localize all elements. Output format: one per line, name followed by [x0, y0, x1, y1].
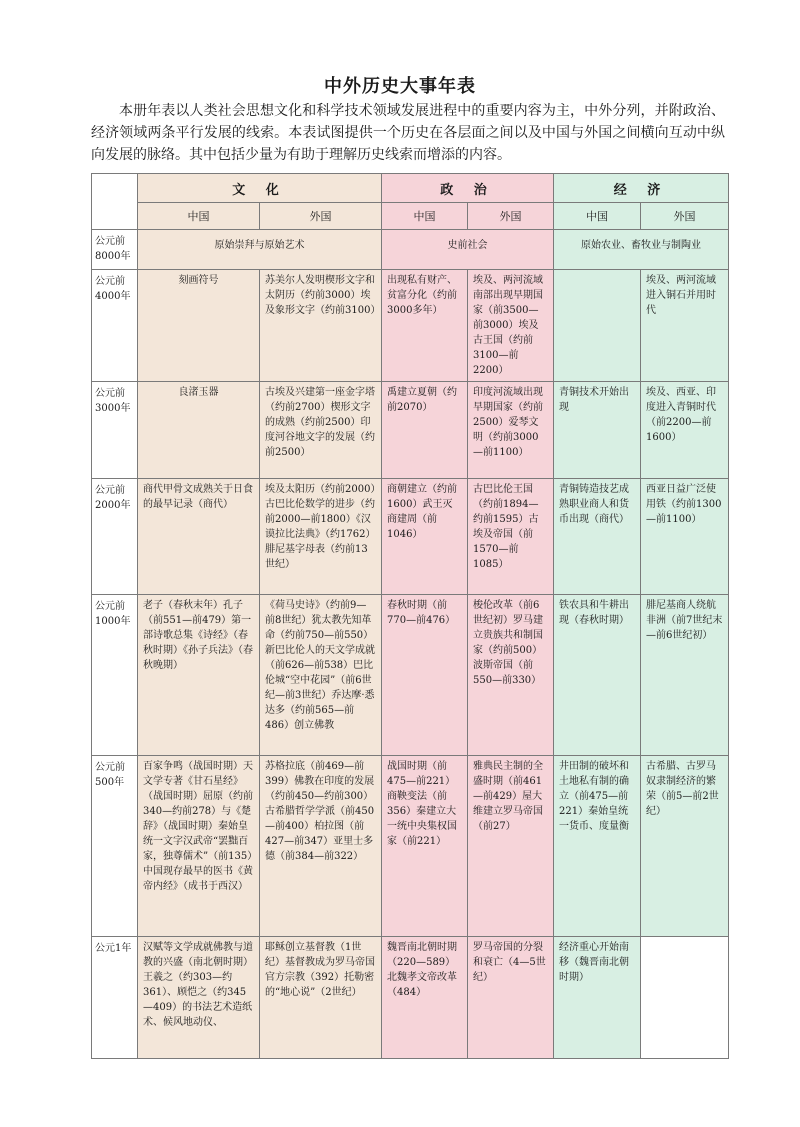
- period-label: 公元前1000年: [92, 595, 138, 756]
- economy-china-cell: 经济重心开始南移（魏晋南北朝时期）: [554, 937, 641, 1059]
- table-row: [92, 230, 729, 270]
- culture-foreign-cell: 《荷马史诗》（约前9—前8世纪）犹太教先知革命（约前750—前550）新巴比伦人的天文学成就（前626—前538）巴比伦城“空中花园”（前6世纪—前3世纪）乔达摩·悉达多（约前565—前486）创立佛教: [260, 595, 382, 756]
- economy-foreign-cell: [641, 937, 729, 1059]
- politics-foreign-cell: 印度河流域出现早期国家（约前2500）爱琴文明（约前3000—前1100）: [468, 382, 554, 479]
- politics-china-cell: 禹建立夏朝（约前2070）: [382, 382, 468, 479]
- culture-span-cell: 原始崇拜与原始艺术: [138, 230, 382, 270]
- politics-span-cell: 史前社会: [382, 230, 554, 270]
- header-economy: 经 济: [554, 174, 729, 203]
- politics-china-cell: 战国时期（前475—前221）商鞅变法（前356）秦建立大一统中央集权国家（前221）: [382, 756, 468, 937]
- economy-china-cell: 井田制的破坏和土地私有制的确立（前475—前221）秦始皇统一货币、度量衡: [554, 756, 641, 937]
- subheader-culture-foreign: 外国: [260, 203, 382, 230]
- politics-foreign-cell: 罗马帝国的分裂和衰亡（4—5世纪）: [468, 937, 554, 1059]
- politics-china-cell: 商朝建立（约前1600）武王灭商建周（前1046）: [382, 479, 468, 595]
- period-label: 公元1年: [92, 937, 138, 1059]
- header-politics: 政 治: [382, 174, 554, 203]
- economy-foreign-cell: 埃及、两河流域进入铜石并用时代: [641, 270, 729, 382]
- economy-foreign-cell: 西亚日益广泛使用铁（约前1300—前1100）: [641, 479, 729, 595]
- corner-cell: [92, 174, 138, 230]
- politics-foreign-cell: 梭伦改革（前6世纪初）罗马建立贵族共和制国家（约前500）波斯帝国（前550—前330）: [468, 595, 554, 756]
- subheader-economy-foreign: 外国: [641, 203, 729, 230]
- politics-china-cell: 魏晋南北朝时期（220—589）北魏孝文帝改革（484）: [382, 937, 468, 1059]
- economy-foreign-cell: 腓尼基商人绕航非洲（前7世纪末—前6世纪初）: [641, 595, 729, 756]
- economy-china-cell: 青铜技术开始出现: [554, 382, 641, 479]
- culture-china-cell: 百家争鸣（战国时期）天文学专著《甘石星经》（战国时期）屈原（约前340—约前278）与《楚辞》（战国时期）秦始皇统一文字汉武帝“罢黜百家，独尊儒术”（前135）中国现存最早的医书《黄帝内经》（成书于西汉）: [138, 756, 260, 937]
- table-row: [92, 270, 729, 382]
- culture-china-cell: 刻画符号: [138, 270, 260, 382]
- table-row: [92, 479, 729, 595]
- table-row: [92, 382, 729, 479]
- page-title: 中外历史大事年表: [324, 76, 476, 97]
- culture-foreign-cell: 苏格拉底（前469—前399）佛教在印度的发展（约前450—约前300）古希腊哲学学派（前450—前400）柏拉图（前427—前347）亚里士多德（前384—前322）: [260, 756, 382, 937]
- politics-china-cell: 出现私有财产、贫富分化（约前3000多年）: [382, 270, 468, 382]
- culture-foreign-cell: 埃及太阳历（约前2000）古巴比伦数学的进步（约前2000—前1800）《汉谟拉比法典》（约1762）腓尼基字母表（约前13世纪）: [260, 479, 382, 595]
- intro-paragraph: 本册年表以人类社会思想文化和科学技术领域发展进程中的重要内容为主，中外分列，并附政治、经济领域两条平行发展的线索。本表试图提供一个历史在各层面之间以及中国与外国之间横向互动中纵向发展的脉络。其中包括少量为有助于理解历史线索而增添的内容。: [91, 103, 725, 163]
- economy-china-cell: 铁农具和牛耕出现（春秋时期）: [554, 595, 641, 756]
- culture-china-cell: 汉赋等文学成就佛教与道教的兴盛（南北朝时期）王羲之（约303—约361）、顾恺之（约345—409）的书法艺术造纸术、候风地动仪、: [138, 937, 260, 1059]
- economy-china-cell: 青铜铸造技艺成熟职业商人和货币出现（商代）: [554, 479, 641, 595]
- table-row: [92, 595, 729, 756]
- chronology-table: [91, 173, 729, 1059]
- economy-foreign-cell: 古希腊、古罗马奴隶制经济的繁荣（前5—前2世纪）: [641, 756, 729, 937]
- period-label: 公元前2000年: [92, 479, 138, 595]
- culture-china-cell: 老子（春秋末年）孔子（前551—前479）第一部诗歌总集《诗经》（春秋时期）《孙子兵法》（春秋晚期）: [138, 595, 260, 756]
- table-row: [92, 937, 729, 1059]
- politics-foreign-cell: 古巴比伦王国（约前1894—约前1595）古埃及帝国（前1570—前1085）: [468, 479, 554, 595]
- table-row: [92, 756, 729, 937]
- header-culture: 文 化: [138, 174, 382, 203]
- period-label: 公元前8000年: [92, 230, 138, 270]
- culture-china-cell: 良渚玉器: [138, 382, 260, 479]
- period-label: 公元前500年: [92, 756, 138, 937]
- culture-foreign-cell: 苏美尔人发明楔形文字和太阴历（约前3000）埃及象形文字（约前3100）: [260, 270, 382, 382]
- politics-china-cell: 春秋时期（前770—前476）: [382, 595, 468, 756]
- subheader-culture-china: 中国: [138, 203, 260, 230]
- culture-china-cell: 商代甲骨文成熟关于日食的最早记录（商代）: [138, 479, 260, 595]
- subheader-economy-china: 中国: [554, 203, 641, 230]
- period-label: 公元前3000年: [92, 382, 138, 479]
- economy-foreign-cell: 埃及、西亚、印度进入青铜时代（前2200—前1600）: [641, 382, 729, 479]
- period-label: 公元前4000年: [92, 270, 138, 382]
- economy-china-cell: [554, 270, 641, 382]
- culture-foreign-cell: 耶稣创立基督教（1世纪）基督教成为罗马帝国官方宗教（392）托勒密的“地心说”（2世纪）: [260, 937, 382, 1059]
- subheader-politics-foreign: 外国: [468, 203, 554, 230]
- economy-span-cell: 原始农业、畜牧业与制陶业: [554, 230, 729, 270]
- culture-foreign-cell: 古埃及兴建第一座金字塔（约前2700）楔形文字的成熟（约前2500）印度河谷地文字的发展（约前2500）: [260, 382, 382, 479]
- politics-foreign-cell: 雅典民主制的全盛时期（前461—前429）屋大维建立罗马帝国（前27）: [468, 756, 554, 937]
- politics-foreign-cell: 埃及、两河流域南部出现早期国家（前3500—前3000）埃及古王国（约前3100—前2200）: [468, 270, 554, 382]
- subheader-politics-china: 中国: [382, 203, 468, 230]
